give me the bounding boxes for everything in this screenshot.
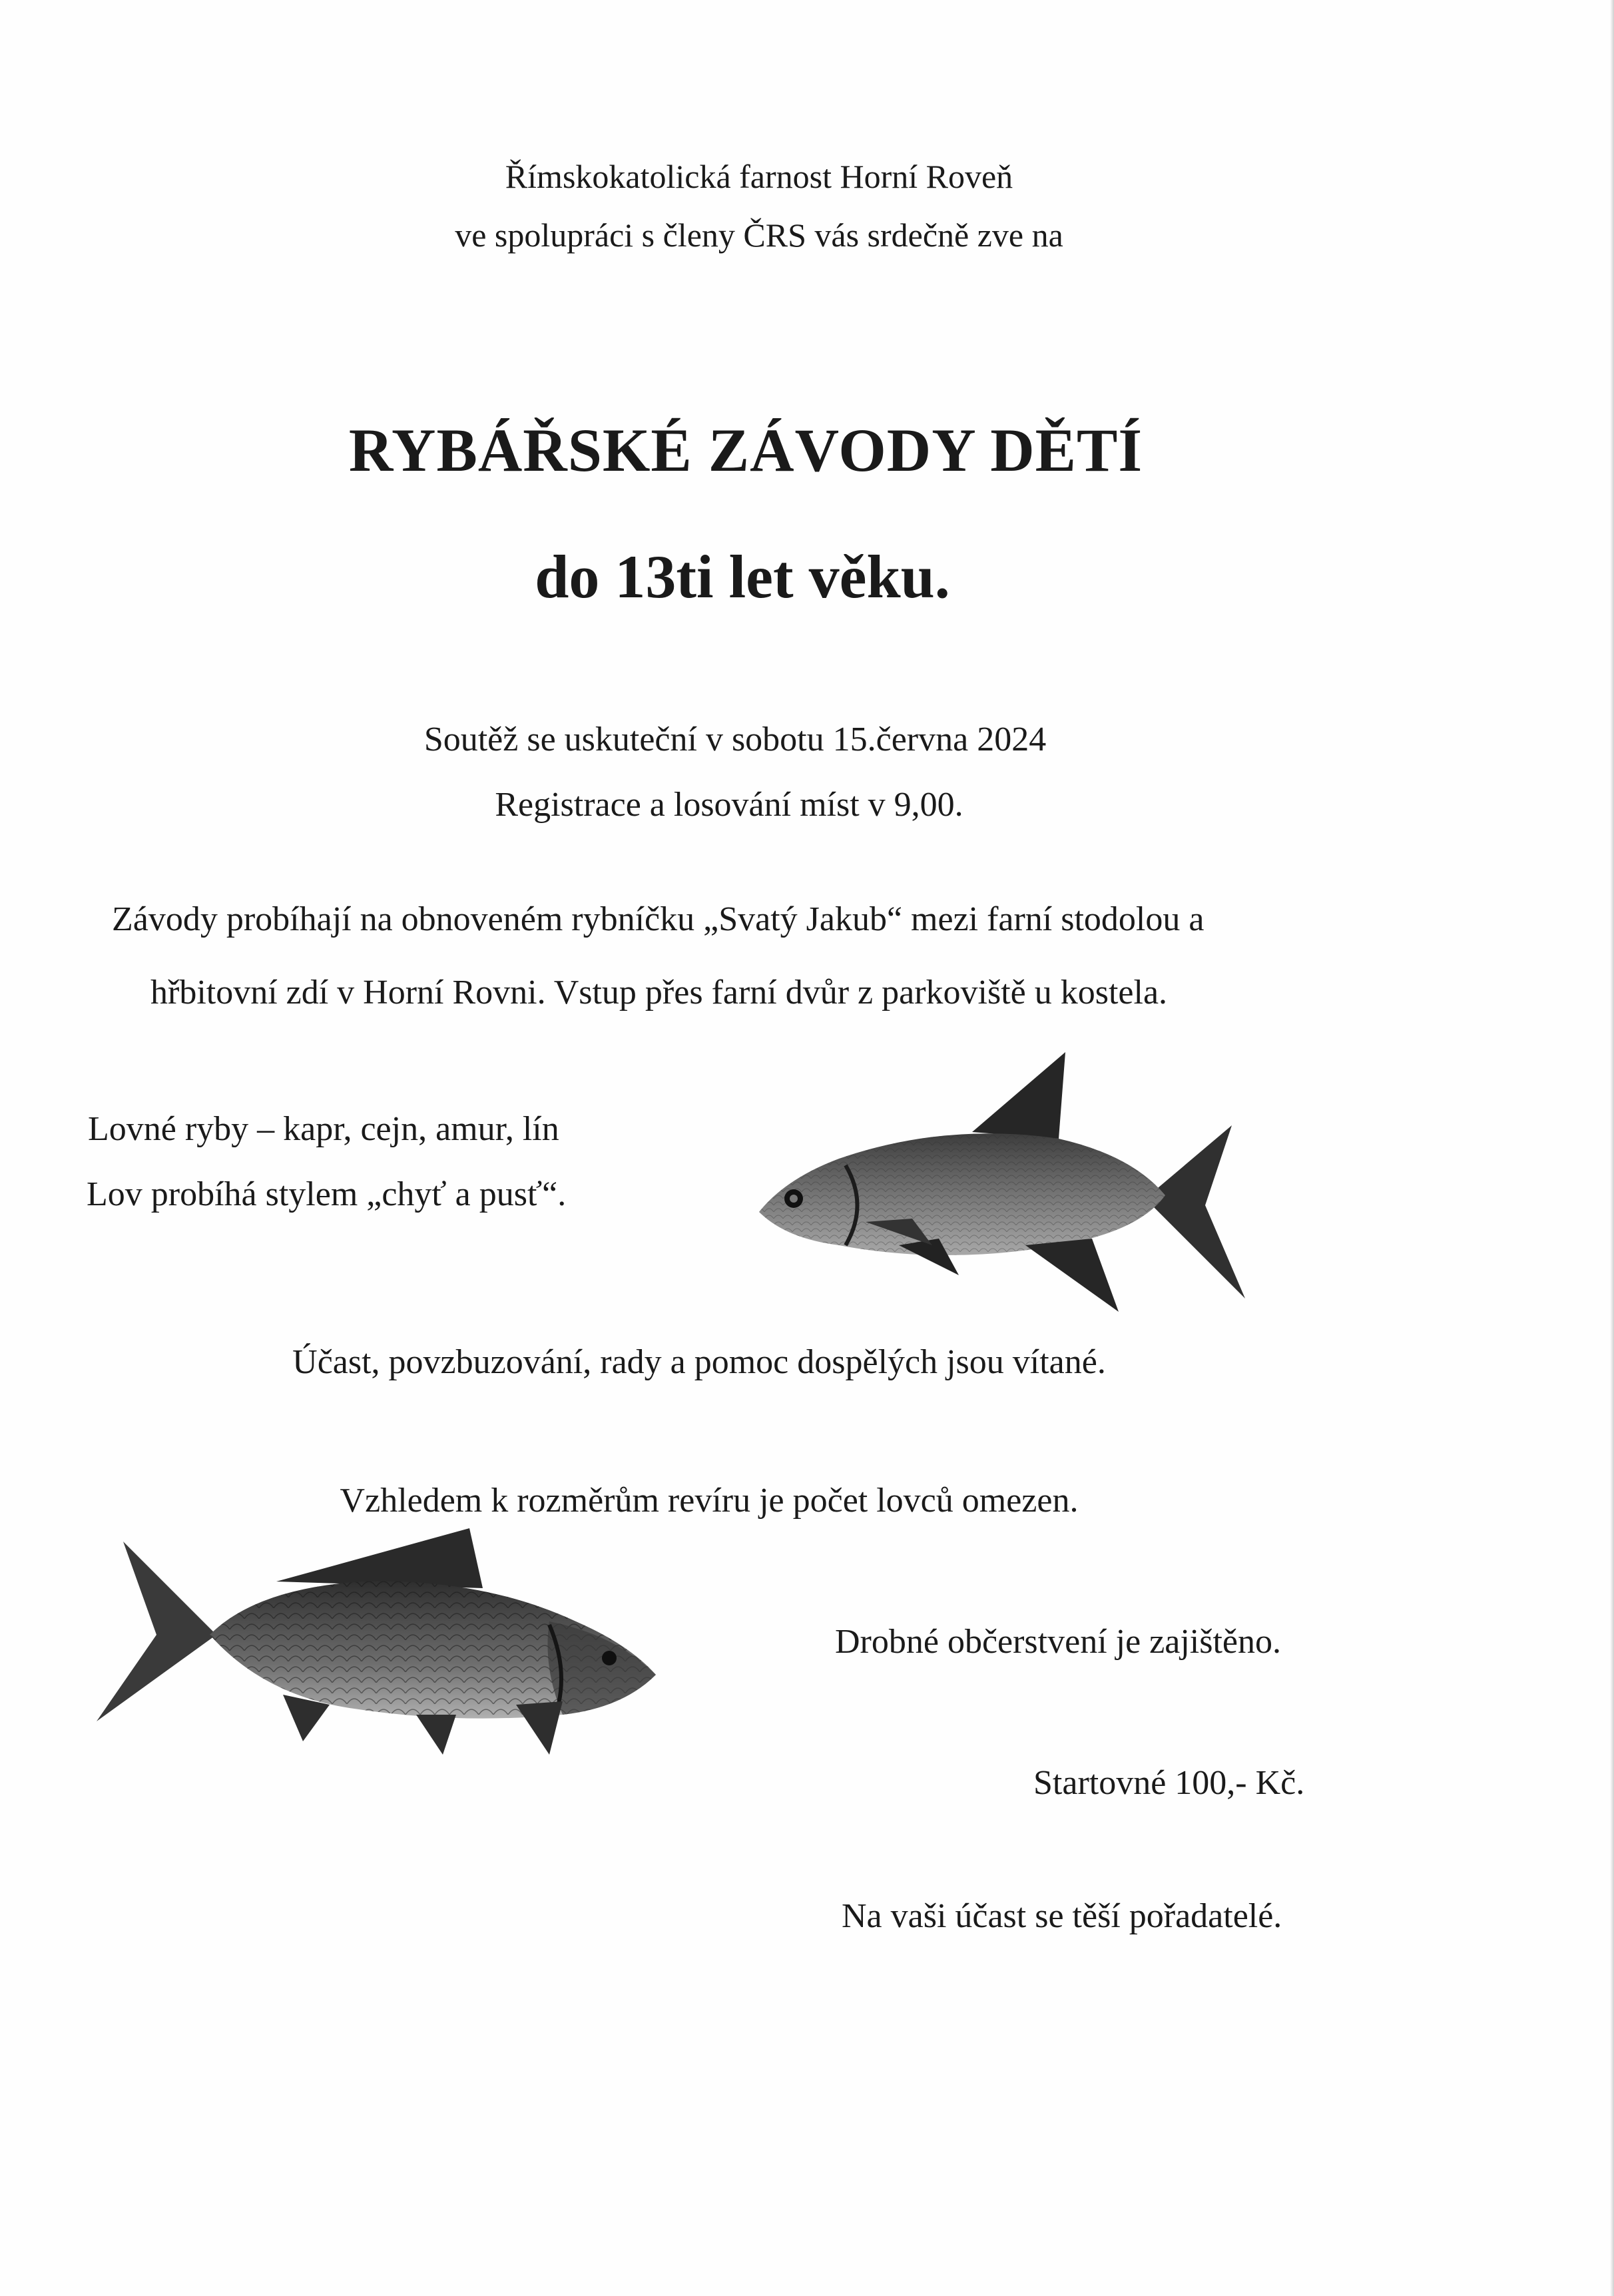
refreshments-line: Drobné občerstvení je zajištěno. — [835, 1623, 1281, 1661]
participation-line: Účast, povzbuzování, rady a pomoc dospělých jsou vítané. — [292, 1343, 1106, 1381]
closing-line: Na vaši účast se těší pořadatelé. — [842, 1897, 1282, 1935]
scan-edge — [1610, 0, 1614, 2296]
carp-fish-icon — [83, 1502, 669, 1768]
fish-species-line: Lovné ryby – kapr, cejn, amur, lín — [88, 1110, 559, 1148]
registration-line: Registrace a losování míst v 9,00. — [495, 786, 963, 824]
location-line-2: hřbitovní zdí v Horní Rovni. Vstup přes farní dvůr z parkoviště u kostela. — [150, 974, 1168, 1011]
limit-line: Vzhledem k rozměrům revíru je počet lovců omezen. — [340, 1482, 1079, 1520]
fee-line: Startovné 100,- Kč. — [1033, 1764, 1305, 1802]
location-line-1: Závody probíhají na obnoveném rybníčku „Svatý Jakub“ mezi farní stodolou a — [112, 900, 1205, 938]
page-title: RYBÁŘSKÉ ZÁVODY DĚTÍ — [348, 416, 1143, 484]
date-line: Soutěž se uskuteční v sobotu 15.června 2024 — [423, 720, 1047, 758]
catch-release-line: Lov probíhá stylem „chyť a pusť“. — [87, 1175, 567, 1213]
bream-fish-icon — [746, 1045, 1292, 1325]
cooperation-line: ve spolupráci s členy ČRS vás srdečně zve na — [455, 216, 1063, 254]
page-subtitle: do 13ti let věku. — [535, 543, 950, 611]
organizer-line: Římskokatolická farnost Horní Roveň — [505, 158, 1013, 195]
